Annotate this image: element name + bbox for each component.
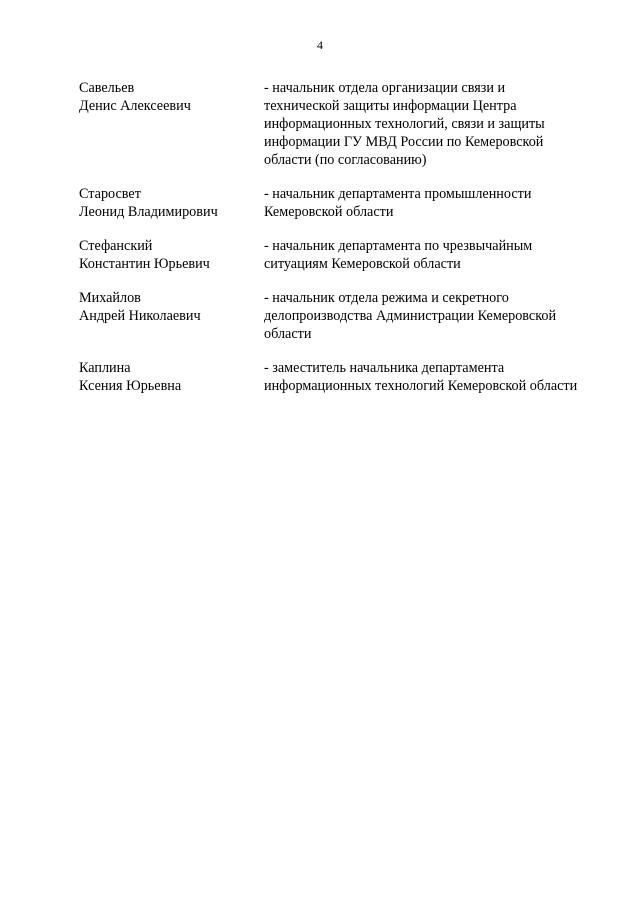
member-given-names: Денис Алексеевич: [79, 98, 191, 114]
member-name: [79, 185, 264, 221]
member-position: [264, 79, 609, 169]
member-position-line: - заместитель начальника департамента: [264, 360, 505, 376]
member-position-line: технической защиты информации Центра: [264, 98, 517, 114]
member-surname: Старосвет: [79, 186, 141, 202]
member-surname: Каплина: [79, 360, 131, 376]
commission-member-list: [79, 79, 609, 395]
member-position: [264, 185, 609, 221]
member-position: [264, 237, 609, 273]
member-name: [79, 289, 264, 343]
member-entry: [79, 289, 609, 343]
member-entry: [79, 185, 609, 221]
member-position-line: - начальник отдела режима и секретного: [264, 290, 509, 306]
member-entry: [79, 79, 609, 169]
member-surname: Стефанский: [79, 238, 153, 254]
member-given-names: Андрей Николаевич: [79, 308, 201, 324]
page-number: 4: [317, 38, 323, 52]
member-position-line: делопроизводства Администрации Кемеровской: [264, 308, 557, 324]
member-position: [264, 289, 609, 343]
member-position-line: информации ГУ МВД России по Кемеровской: [264, 134, 544, 150]
member-entry: [79, 237, 609, 273]
member-position-line: области: [264, 326, 312, 342]
member-position-line: - начальник департамента по чрезвычайным: [264, 238, 533, 254]
member-given-names: Ксения Юрьевна: [79, 378, 182, 394]
member-position-line: Кемеровской области: [264, 204, 394, 220]
member-position-line: - начальник департамента промышленности: [264, 186, 532, 202]
member-entry: [79, 359, 609, 395]
member-name: [79, 359, 264, 395]
member-position-line: ситуациям Кемеровской области: [264, 256, 461, 272]
member-surname: Михайлов: [79, 290, 141, 306]
member-surname: Савельев: [79, 80, 135, 96]
member-position-line: информационных технологий Кемеровской области: [264, 378, 578, 394]
member-position-line: - начальник отдела организации связи и: [264, 80, 506, 96]
member-name: [79, 79, 264, 169]
member-given-names: Леонид Владимирович: [79, 204, 218, 220]
member-position-line: информационных технологий, связи и защиты: [264, 116, 545, 132]
member-given-names: Константин Юрьевич: [79, 256, 210, 272]
member-position: [264, 359, 609, 395]
member-name: [79, 237, 264, 273]
member-position-line: области (по согласованию): [264, 152, 427, 168]
